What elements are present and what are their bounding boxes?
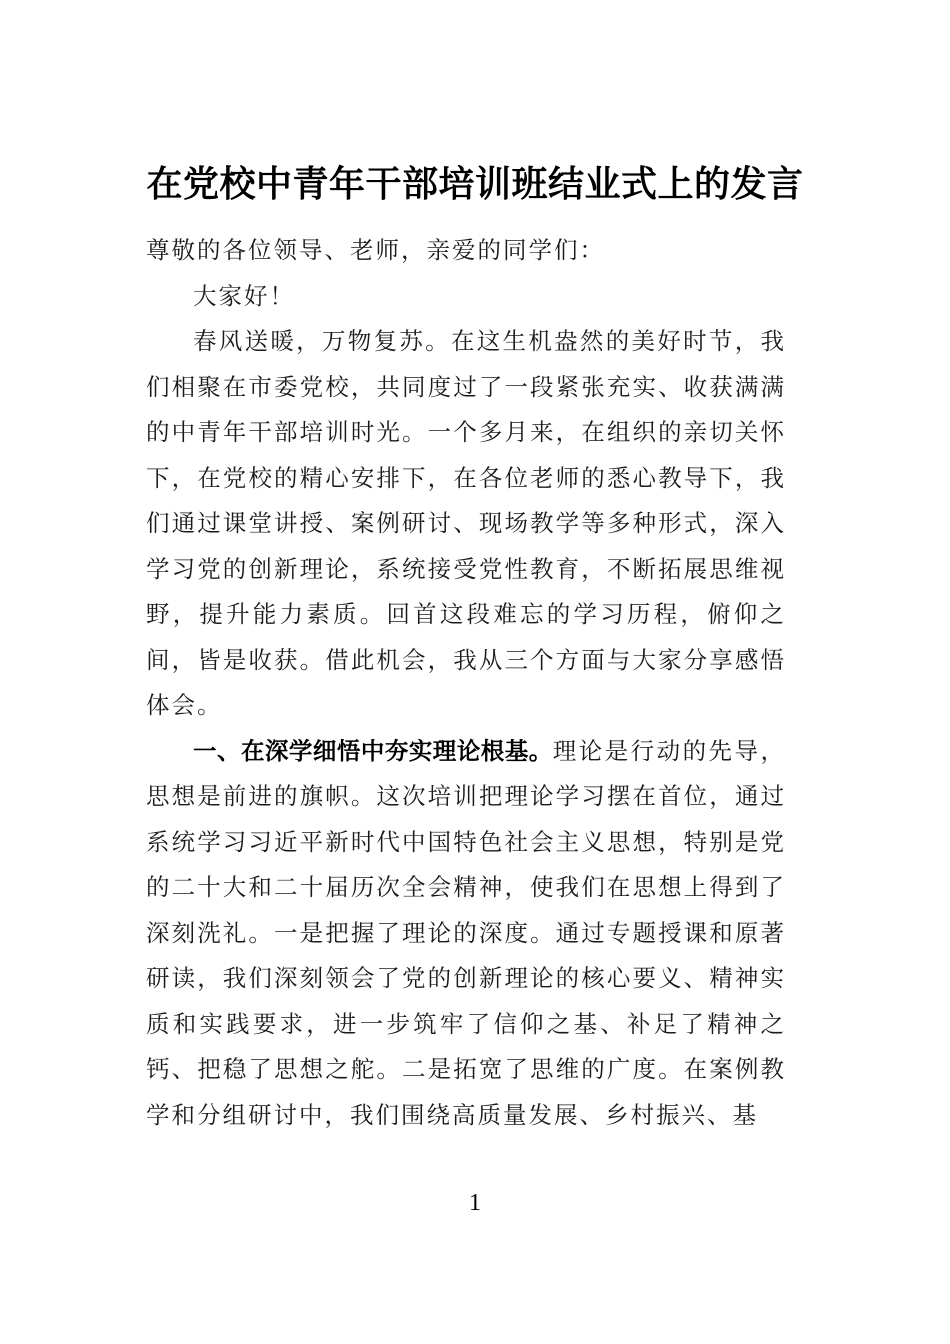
page-number: 1 bbox=[469, 1190, 481, 1216]
document-body bbox=[146, 228, 786, 1138]
section-1-text: 理论是行动的先导，思想是前进的旗帜。这次培训把理论学习摆在首位，通过系统学习习近平新时代中国特色社会主义思想，特别是党的二十大和二十届历次全会精神，使我们在思想上得到了深刻洗礼。一是把握了理论的深度。通过专题授课和原著研读，我们深刻领会了党的创新理论的核心要义、精神实质和实践要求，进一步筑牢了信仰之基、补足了精神之钙、把稳了思想之舵。二是拓宽了思维的广度。在案例教学和分组研讨中，我们围绕高质量发展、乡村振兴、基 bbox=[146, 736, 787, 1129]
salutation: 尊敬的各位领导、老师，亲爱的同学们： bbox=[146, 236, 605, 264]
paragraph-section-1 bbox=[146, 729, 786, 1139]
section-1-heading: 一、在深学细悟中夯实理论根基。 bbox=[193, 736, 553, 765]
paragraph-intro: 春风送暖，万物复苏。在这生机盎然的美好时节，我们相聚在市委党校，共同度过了一段紧张充实、收获满满的中青年干部培训时光。一个多月来，在组织的亲切关怀下，在党校的精心安排下，在各位老师的悉心教导下，我们通过课堂讲授、案例研讨、现场教学等多种形式，深入学习党的创新理论，系统接受党性教育，不断拓展思维视野，提升能力素质。回首这段难忘的学习历程，俯仰之间，皆是收获。借此机会，我从三个方面与大家分享感悟体会。 bbox=[146, 327, 786, 719]
greeting: 大家好！ bbox=[193, 281, 295, 310]
document-title: 在党校中青年干部培训班结业式上的发言 bbox=[146, 163, 804, 205]
